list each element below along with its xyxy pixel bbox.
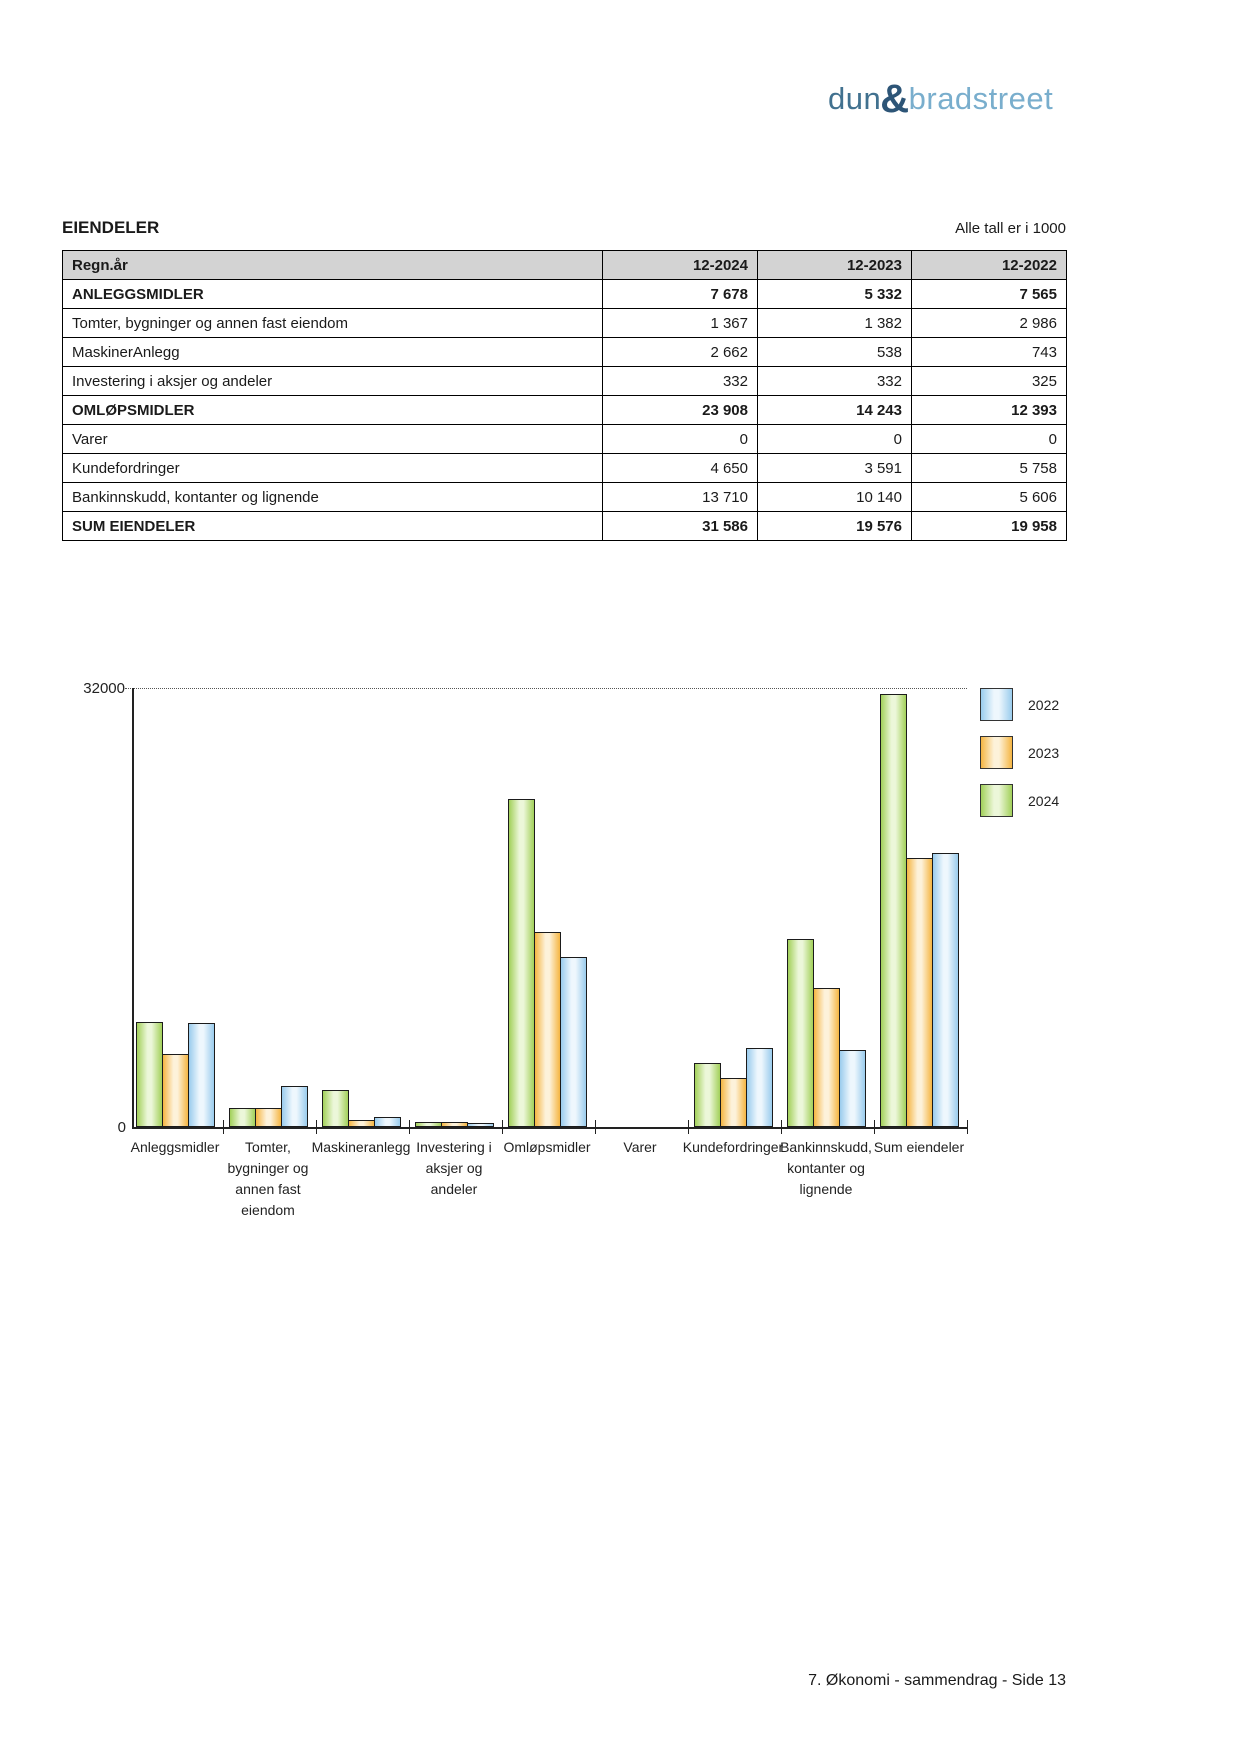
row-label: Investering i aksjer og andeler xyxy=(63,367,603,396)
x-axis-tick xyxy=(967,1120,968,1134)
row-value: 332 xyxy=(603,367,758,396)
legend-item-2024 xyxy=(980,784,1059,817)
x-axis-tick xyxy=(502,1120,503,1134)
category-label: Anleggsmidler xyxy=(130,1139,220,1155)
category-label: Investering i aksjer og andeler xyxy=(416,1139,492,1197)
table-row xyxy=(63,425,1067,454)
row-value: 0 xyxy=(758,425,912,454)
legend-label-2024: 2024 xyxy=(1028,792,1060,809)
legend-item-2023 xyxy=(980,736,1059,769)
bar-2024-2 xyxy=(229,1108,256,1127)
row-label: Bankinnskudd, kontanter og lignende xyxy=(63,483,603,512)
bar-2022-9 xyxy=(932,853,959,1127)
bar-2024-4 xyxy=(415,1122,442,1127)
row-label: Varer xyxy=(63,425,603,454)
y-axis-zero-label: 0 xyxy=(117,1119,126,1136)
bar-2022-5 xyxy=(560,957,587,1127)
row-label: MaskinerAnlegg xyxy=(63,338,603,367)
logo-ampersand-icon: & xyxy=(880,77,910,121)
table-row xyxy=(63,309,1067,338)
row-value: 14 243 xyxy=(758,396,912,425)
gridline-32000 xyxy=(125,688,967,689)
bar-2022-3 xyxy=(374,1117,401,1127)
row-value: 5 332 xyxy=(758,280,912,309)
table-row xyxy=(63,483,1067,512)
legend-item-2022 xyxy=(980,688,1059,721)
table-header-row xyxy=(63,251,1067,280)
category-label: Omløpsmidler xyxy=(503,1139,591,1155)
y-axis-line xyxy=(132,688,134,1127)
row-value: 19 576 xyxy=(758,512,912,541)
bar-2024-5 xyxy=(508,799,535,1127)
bar-2023-5 xyxy=(534,932,561,1127)
row-value: 12 393 xyxy=(912,396,1067,425)
row-value: 13 710 xyxy=(603,483,758,512)
row-label: SUM EIENDELER xyxy=(63,512,603,541)
legend-label-2022: 2022 xyxy=(1028,696,1060,713)
row-value: 1 382 xyxy=(758,309,912,338)
x-axis-tick xyxy=(223,1120,224,1134)
assets-table xyxy=(62,250,1067,541)
row-value: 19 958 xyxy=(912,512,1067,541)
category-label: Kundefordringer xyxy=(682,1139,784,1155)
table-row xyxy=(63,280,1067,309)
bar-2022-8 xyxy=(839,1050,866,1127)
bar-2024-9 xyxy=(880,694,907,1127)
row-label: OMLØPSMIDLER xyxy=(63,396,603,425)
x-axis-tick xyxy=(409,1120,410,1134)
row-value: 5 606 xyxy=(912,483,1067,512)
header-12-2022: 12-2022 xyxy=(912,251,1067,280)
bar-2024-7 xyxy=(694,1063,721,1127)
row-value: 2 662 xyxy=(603,338,758,367)
row-value: 10 140 xyxy=(758,483,912,512)
logo-text-bradstreet: bradstreet xyxy=(908,81,1054,116)
x-axis-tick xyxy=(688,1120,689,1134)
assets-bar-chart xyxy=(0,600,1241,1260)
units-note: Alle tall er i 1000 xyxy=(955,220,1066,237)
bar-2023-3 xyxy=(348,1120,375,1127)
table-body xyxy=(63,251,1067,541)
x-axis-tick xyxy=(316,1120,317,1134)
row-value: 1 367 xyxy=(603,309,758,338)
category-label: Tomter, bygninger og annen fast eiendom xyxy=(227,1139,309,1218)
row-value: 2 986 xyxy=(912,309,1067,338)
row-value: 7 678 xyxy=(603,280,758,309)
x-axis-tick xyxy=(595,1120,596,1134)
bar-2023-9 xyxy=(906,858,933,1127)
x-axis-tick xyxy=(874,1120,875,1134)
row-value: 332 xyxy=(758,367,912,396)
row-value: 4 650 xyxy=(603,454,758,483)
bar-2022-2 xyxy=(281,1086,308,1127)
bar-2024-3 xyxy=(322,1090,349,1127)
bar-2022-7 xyxy=(746,1048,773,1127)
category-label: Bankinnskudd, kontanter og lignende xyxy=(780,1139,872,1197)
category-label: Sum eiendeler xyxy=(873,1139,965,1155)
chart-legend xyxy=(980,688,1059,832)
header-12-2024: 12-2024 xyxy=(603,251,758,280)
table-row xyxy=(63,512,1067,541)
header-12-2023: 12-2023 xyxy=(758,251,912,280)
row-label: ANLEGGSMIDLER xyxy=(63,280,603,309)
legend-swatch-2024 xyxy=(980,784,1013,817)
dun-bradstreet-logo xyxy=(828,74,1053,119)
category-label: Varer xyxy=(623,1139,657,1155)
legend-swatch-2022 xyxy=(980,688,1013,721)
y-axis-max-label: 32000 xyxy=(83,680,125,697)
row-value: 31 586 xyxy=(603,512,758,541)
section-header xyxy=(62,218,1066,238)
row-value: 0 xyxy=(603,425,758,454)
bar-2023-7 xyxy=(720,1078,747,1127)
legend-swatch-2023 xyxy=(980,736,1013,769)
bar-2022-4 xyxy=(467,1123,494,1127)
bar-2024-8 xyxy=(787,939,814,1127)
table-row xyxy=(63,367,1067,396)
row-label: Kundefordringer xyxy=(63,454,603,483)
row-value: 7 565 xyxy=(912,280,1067,309)
row-value: 325 xyxy=(912,367,1067,396)
row-value: 0 xyxy=(912,425,1067,454)
page-title: EIENDELER xyxy=(62,218,160,237)
row-value: 23 908 xyxy=(603,396,758,425)
bar-2024-1 xyxy=(136,1022,163,1127)
row-value: 743 xyxy=(912,338,1067,367)
bar-2023-4 xyxy=(441,1122,468,1127)
x-axis-line xyxy=(132,1127,967,1129)
row-value: 3 591 xyxy=(758,454,912,483)
row-value: 538 xyxy=(758,338,912,367)
category-label: Maskineranlegg xyxy=(311,1139,411,1155)
bar-2023-1 xyxy=(162,1054,189,1127)
page-footer: 7. Økonomi - sammendrag - Side 13 xyxy=(808,1672,1066,1689)
bar-2023-2 xyxy=(255,1108,282,1127)
table-row xyxy=(63,338,1067,367)
bar-2022-1 xyxy=(188,1023,215,1127)
table-row xyxy=(63,396,1067,425)
row-label: Tomter, bygninger og annen fast eiendom xyxy=(63,309,603,338)
row-value: 5 758 xyxy=(912,454,1067,483)
bar-2023-8 xyxy=(813,988,840,1127)
table-row xyxy=(63,454,1067,483)
header-regnar: Regn.år xyxy=(63,251,603,280)
logo-text-dun: dun xyxy=(828,81,882,116)
legend-label-2023: 2023 xyxy=(1028,744,1060,761)
x-axis-tick xyxy=(781,1120,782,1134)
